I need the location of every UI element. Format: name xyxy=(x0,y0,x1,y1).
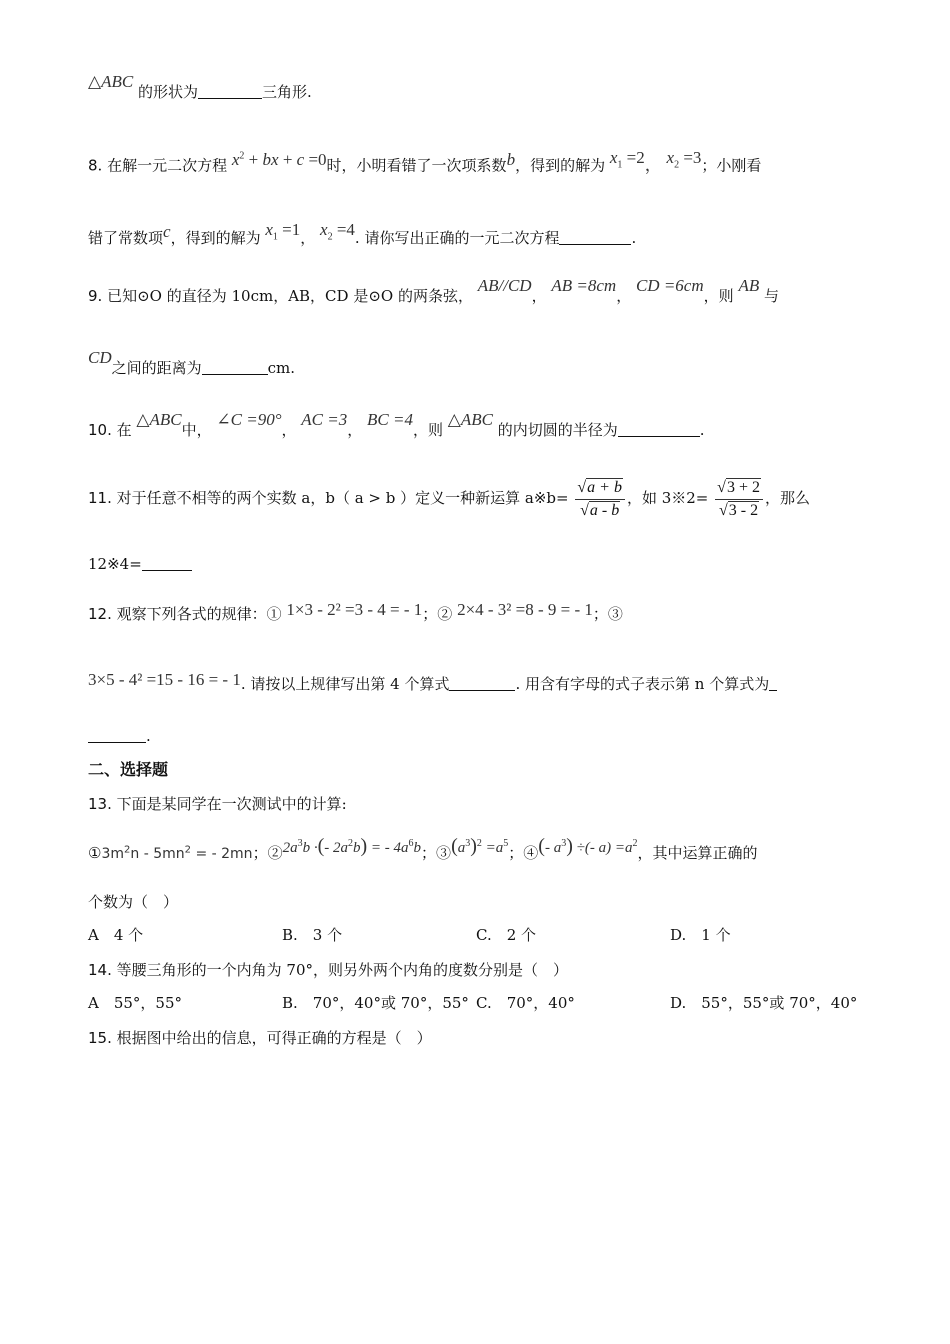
section-heading: 二、选择题 xyxy=(88,760,169,779)
q9-number: 9 xyxy=(88,287,98,305)
q8-text1: . 在解一元二次方程 xyxy=(97,156,228,175)
q8-c-math: c xyxy=(163,222,171,241)
q8-text4: ；小刚看 xyxy=(701,156,762,175)
q9-ab-length: AB =8cm xyxy=(551,276,617,295)
q14-option-b[interactable]: B. 70°，40°或 70°，55° xyxy=(282,994,469,1012)
q8-text6: ，得到的解为 xyxy=(170,229,261,247)
q13-text3: 个数为（ ） xyxy=(88,893,179,911)
q13-circle-4: ；④ xyxy=(508,844,539,862)
q10-number: 10 xyxy=(88,421,108,439)
q9-parallel-math: AB//CD xyxy=(477,276,532,295)
q10-ac-math: AC =3 xyxy=(301,410,348,429)
q10-text3: ，则 xyxy=(412,421,443,439)
q9-text4: 之间的距离为 xyxy=(111,359,202,377)
q11-answer-blank[interactable] xyxy=(142,554,192,571)
q13-expr-3: $(a^3)^2 =a^5$ xyxy=(451,835,509,857)
q11-line2 xyxy=(88,552,192,576)
q12-text2: ；② xyxy=(422,605,453,623)
q11-text3: ，那么 xyxy=(764,489,810,507)
q12-text6: . xyxy=(146,727,151,745)
q13-text2: ，其中运算正确的 xyxy=(637,844,758,862)
q10-triangle-math: △ABC xyxy=(136,410,182,429)
q13-option-d[interactable]: D. 1 个 xyxy=(670,926,731,944)
q10-triangle-math-2: △ABC xyxy=(447,410,493,429)
q14-option-a[interactable]: A 55°，55° xyxy=(88,994,183,1012)
q14-option-d[interactable]: D. 55°，55°或 70°，40° xyxy=(670,994,858,1012)
q7-triangle-math: △ABC xyxy=(88,72,134,91)
q12-answer-blank-2a[interactable] xyxy=(769,674,777,691)
q7-answer-blank[interactable] xyxy=(198,82,262,99)
q9-text5: cm. xyxy=(267,359,296,377)
q8-root4: $x_2 =4$ xyxy=(320,220,355,243)
q9-line1: 9. 已知⊙O 的直径为 10cm，AB，CD 是⊙O 的两条弦， AB//CD， AB =8cm， CD =6cm，则 AB 与 xyxy=(88,276,780,305)
q11-frac2-den: 3 - 2 xyxy=(728,501,759,519)
q11-text1: . 对于任意不相等的两个实数 a，b（ a > b ）定义一种新运算 a※b= xyxy=(107,489,569,507)
q12-formula-1: 1×3 - 2² =3 - 4 = - 1 xyxy=(286,600,423,619)
q11-frac2-num: 3 + 2 xyxy=(726,478,760,496)
q10-text2: 中， xyxy=(181,421,212,439)
q8-text8: . xyxy=(631,229,637,247)
q14-text1: . 等腰三角形的一个内角为 70°，则另外两个内角的度数分别是（ ） xyxy=(107,961,568,979)
q13-line2 xyxy=(88,835,758,866)
q10-angle-math: ∠C =90° xyxy=(216,410,282,429)
q13-circle-3: ；③ xyxy=(421,844,452,862)
q12-answer-blank-2b[interactable] xyxy=(88,726,146,743)
q11-frac1-den: a - b xyxy=(589,501,620,519)
q9-answer-blank[interactable] xyxy=(202,358,268,375)
q8-b-math: b xyxy=(506,149,516,169)
q13-option-a[interactable]: A 4 个 xyxy=(88,926,144,944)
q10-text5: . xyxy=(699,421,705,439)
q13-number: 13 xyxy=(88,795,108,813)
q12-text1: . 观察下列各式的规律：① xyxy=(107,605,282,623)
q7-suffix: 三角形. xyxy=(261,83,312,101)
q10-text1: . 在 xyxy=(107,421,132,439)
q14-line1 xyxy=(88,958,568,982)
q9-cd-length: CD =6cm xyxy=(635,276,704,295)
q8-equation: $x^2$ + bx + c =0 xyxy=(231,149,327,169)
q12-line2 xyxy=(88,672,777,696)
q11-frac1-num: a + b xyxy=(587,478,622,496)
q13-expr-2: $2a^3b$ ·(- $2a^2b$) = - $4a^6b$ xyxy=(282,835,422,857)
q12-text5: . 用含有字母的式子表示第 n 个算式为 xyxy=(515,675,770,693)
q15-number: 15 xyxy=(88,1029,108,1047)
q11-text2: ，如 3※2= xyxy=(626,489,709,507)
q13-option-b[interactable]: B. 3 个 xyxy=(282,926,343,944)
q9-text2: ，则 xyxy=(703,287,734,305)
q8-text7: . 请你写出正确的一元二次方程 xyxy=(354,229,560,247)
q7-text: 的形状为 xyxy=(137,83,198,101)
q10-bc-math: BC =4 xyxy=(367,410,413,429)
q15-text1: . 根据图中给出的信息，可得正确的方程是（ ） xyxy=(107,1029,432,1047)
q9-text1: . 已知⊙O 的直径为 10cm，AB，CD 是⊙O 的两条弦， xyxy=(97,287,473,305)
q11-text4: 12※4= xyxy=(88,555,142,573)
q12-text4: . 请按以上规律写出第 4 个算式 xyxy=(240,675,450,693)
q13-text1: . 下面是某同学在一次测试中的计算: xyxy=(107,795,347,813)
q12-answer-blank-1[interactable] xyxy=(449,674,515,691)
q13-line1 xyxy=(88,792,347,816)
q10-line: 10. 在 △ABC中， ∠C =90°， AC =3， BC =4，则 △ABC 的内切圆的半径为 . xyxy=(88,410,705,439)
q12-line1 xyxy=(88,602,623,626)
q8-text3: ，得到的解为 xyxy=(515,156,606,175)
q8-line1: 8. 在解一元二次方程 $x^2$ + bx + c =0时，小明看错了一次项系数b，得到的解为 $x_1 =2$， $x_2 =3$；小刚看 xyxy=(88,147,762,175)
q13-line3 xyxy=(88,890,178,914)
q10-answer-blank[interactable] xyxy=(618,420,700,437)
q11-number: 11 xyxy=(88,489,108,507)
q8-root3: $x_1 =1$ xyxy=(265,220,301,243)
q8-root2: $x_2 =3$ xyxy=(666,147,702,171)
q12-line3 xyxy=(88,724,151,748)
q12-formula-2: 2×4 - 3² =8 - 9 = - 1 xyxy=(457,600,593,619)
q13-circle-1: ① xyxy=(88,844,102,862)
q13-option-c[interactable]: C. 2 个 xyxy=(476,926,537,944)
q15-line1 xyxy=(88,1026,432,1050)
q8-line2: 错了常数项c，得到的解为 $x_1 =1$， $x_2 =4$. 请你写出正确的一元二次方程 . xyxy=(88,220,637,247)
q13-circle-2: ；② xyxy=(252,844,283,862)
q13-expr-4: (- $a^3$) ÷(- $a) =a^2$ xyxy=(538,835,638,857)
q8-number: 8 xyxy=(88,156,98,175)
q9-text3: 与 xyxy=(764,287,780,305)
q8-root1: $x_1 =2$ xyxy=(609,147,645,171)
q14-number: 14 xyxy=(88,961,108,979)
q13-expr-1: $3m^2n - 5mn^2$ = - 2mn xyxy=(101,844,253,862)
q7-tail-line xyxy=(88,72,312,104)
q9-ab-math: AB xyxy=(738,276,760,295)
q14-option-c[interactable]: C. 70°，40° xyxy=(476,994,575,1012)
q8-text5: 错了常数项 xyxy=(88,229,164,247)
q12-number: 12 xyxy=(88,605,108,623)
q9-line2 xyxy=(88,348,296,380)
q11-line1 xyxy=(88,474,810,522)
q8-text2: 时，小明看错了一次项系数 xyxy=(326,156,507,175)
q12-formula-3: 3×5 - 4² =15 - 16 = - 1 xyxy=(88,670,241,689)
q11-fraction-example: $\frac{√3 + 2}{√3 - 2}$ xyxy=(715,477,763,522)
q9-cd-math: CD xyxy=(88,348,112,367)
q12-text3: ；③ xyxy=(592,605,623,623)
q10-text4: 的内切圆的半径为 xyxy=(497,421,618,439)
q11-fraction-definition: $\frac{√a + b}{√a - b}$ xyxy=(575,477,625,522)
q8-answer-blank[interactable] xyxy=(559,228,631,245)
